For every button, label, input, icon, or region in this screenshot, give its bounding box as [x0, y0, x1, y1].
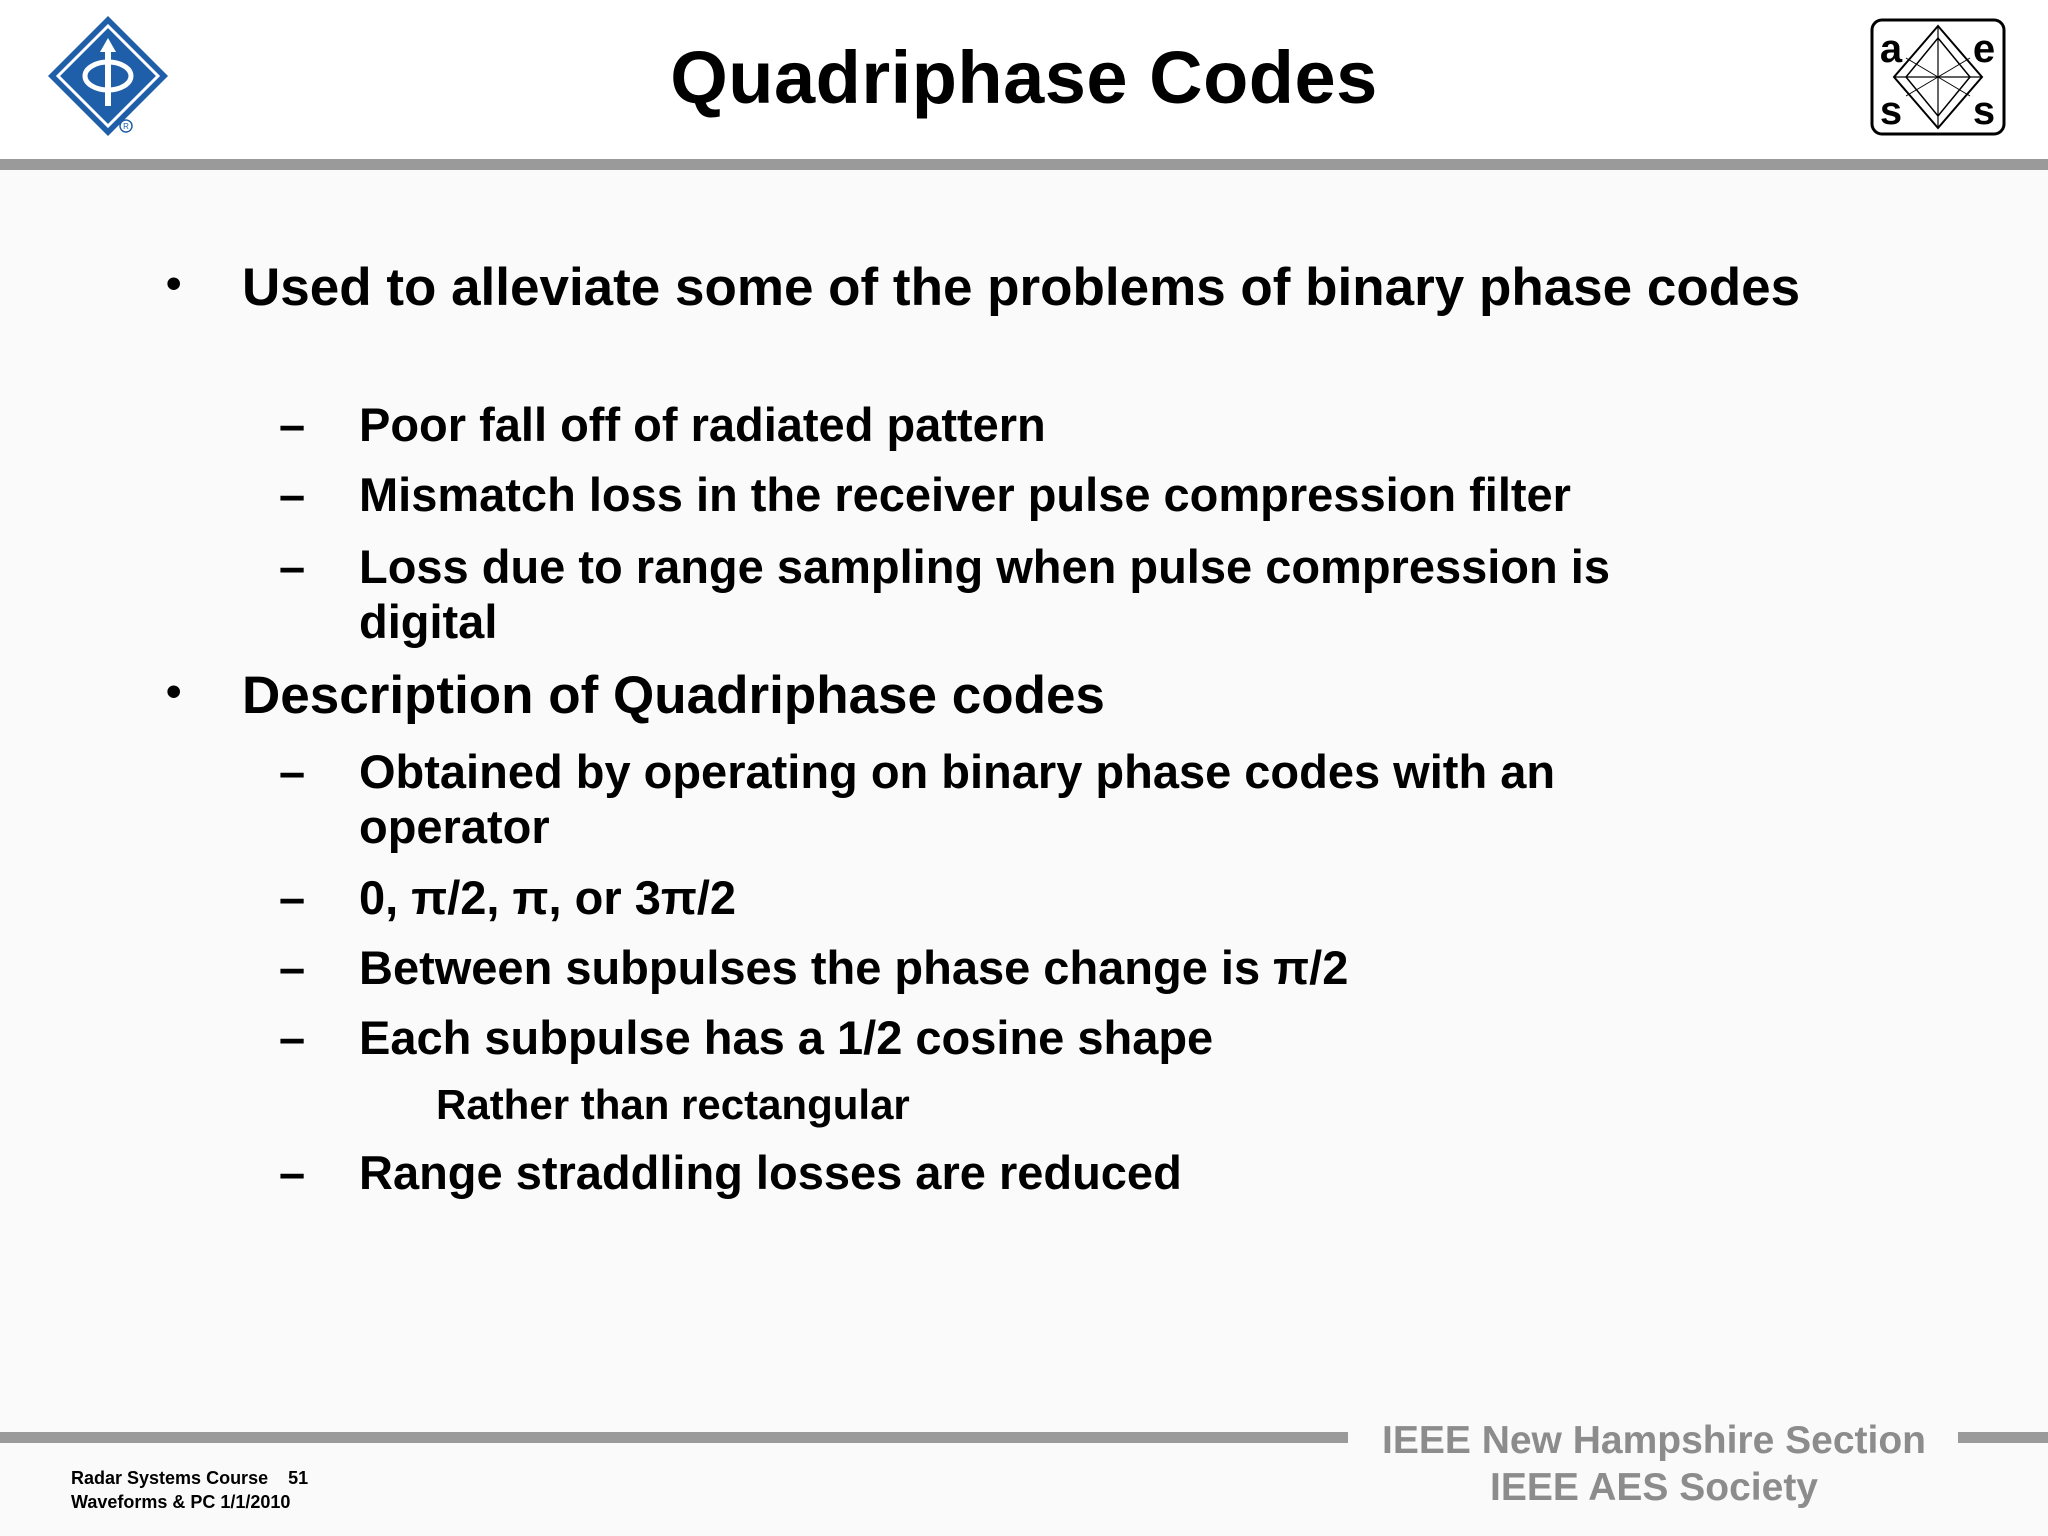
dash-marker: –	[279, 871, 306, 924]
dash-marker: –	[279, 540, 306, 593]
bullet-marker: •	[166, 259, 182, 308]
aess-logo-icon	[1870, 18, 2006, 136]
sub-bullet-item	[279, 539, 1739, 649]
sub-bullet-text: Each subpulse has a 1/2 cosine shape	[359, 1011, 1214, 1064]
slide-header	[0, 0, 2048, 160]
svg-text:s: s	[1879, 89, 1903, 133]
sub-bullet-item	[279, 1145, 1819, 1200]
sub-bullet-text: Range straddling losses are reduced	[359, 1146, 1182, 1199]
sub-bullet-text: 0, π/2, π, or 3π/2	[359, 871, 737, 924]
footer-divider-right	[1958, 1432, 2048, 1443]
svg-text:e: e	[1972, 27, 1996, 71]
sub-bullet-item	[279, 744, 1689, 854]
sub-sub-bullet-text: Rather than rectangular	[436, 1081, 910, 1128]
sub-bullet-text: Between subpulses the phase change is π/2	[359, 941, 1349, 994]
bullet-item	[166, 258, 1802, 318]
sub-bullet-text: Poor fall off of radiated pattern	[359, 398, 1046, 451]
sub-bullet-item	[279, 870, 1819, 925]
footer-course-info	[71, 1466, 308, 1514]
dash-marker: –	[279, 468, 306, 521]
sub-bullet-text: Loss due to range sampling when pulse compression is digital	[359, 540, 1610, 648]
sub-bullet-text: Mismatch loss in the receiver pulse compression filter	[359, 468, 1571, 521]
org-line-society: IEEE AES Society	[1489, 1466, 1818, 1509]
dash-marker: –	[279, 398, 306, 451]
dash-marker: –	[279, 745, 306, 798]
svg-text:a: a	[1879, 27, 1903, 71]
sub-bullet-item	[279, 467, 1819, 522]
page-number: 51	[288, 1468, 309, 1488]
course-topic-date: Waveforms & PC 1/1/2010	[71, 1492, 291, 1512]
dash-marker: –	[279, 941, 306, 994]
svg-text:R: R	[123, 122, 129, 131]
bullet-text: Used to alleviate some of the problems of binary phase codes	[242, 258, 1801, 317]
footer-divider-left	[0, 1432, 1348, 1443]
sub-bullet-item	[279, 940, 1819, 995]
slide-title: Quadriphase Codes	[670, 36, 1378, 119]
course-name: Radar Systems Course	[71, 1468, 269, 1488]
sub-bullet-item	[279, 1010, 1819, 1065]
sub-bullet-item	[279, 397, 1819, 452]
bullet-marker: •	[166, 667, 182, 716]
bullet-item	[166, 666, 1802, 726]
org-line-section: IEEE New Hampshire Section	[1381, 1419, 1926, 1462]
svg-text:s: s	[1972, 89, 1996, 133]
dash-marker: –	[279, 1146, 306, 1199]
dash-marker: –	[279, 1011, 306, 1064]
header-divider	[0, 159, 2048, 170]
sub-bullet-text: Obtained by operating on binary phase codes with an operator	[359, 745, 1556, 853]
bullet-text: Description of Quadriphase codes	[242, 666, 1105, 725]
